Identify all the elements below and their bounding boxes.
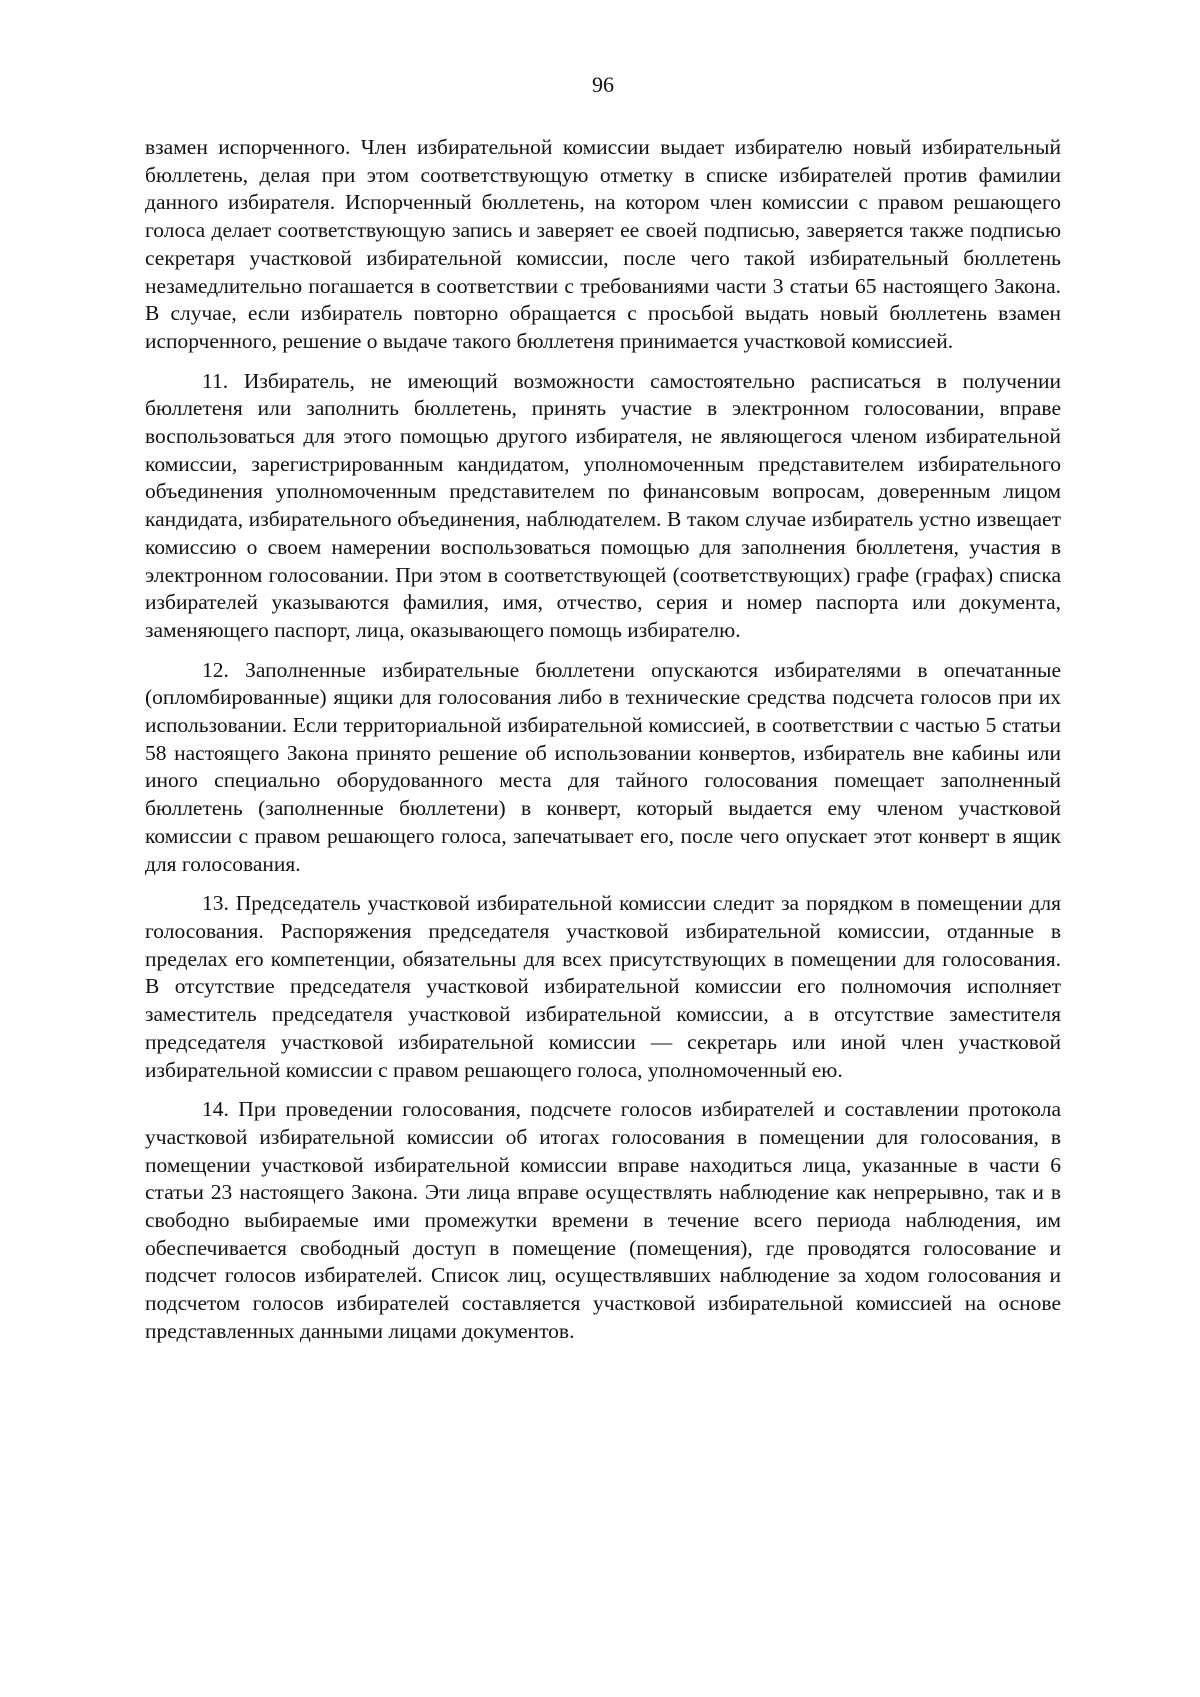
document-page (145, 60, 1061, 1358)
paragraph-continuation: взамен испорченного. Член избирательной комиссии выдает избирателю новый избирательный бюллетень, делая при этом соответствующую отметку в списке избирателей против фамилии данного избирателя. Испорченный бюллетень, на котором член комиссии с правом решающего голоса делает соответствующую запись и заверяет ее своей подписью, заверяется также подписью секретаря участковой избирательной комиссии, после чего такой избирательный бюллетень незамедлительно погашается в соответствии с требованиями части 3 статьи 65 настоящего Закона. В случае, если избиратель повторно обращается с просьбой выдать новый бюллетень взамен испорченного, решение о выдаче такого бюллетеня принимается участковой комиссией. (145, 135, 1061, 353)
paragraph-14: 14. При проведении голосования, подсчете голосов избирателей и составлении протокола участковой избирательной комиссии об итогах голосования в помещении для голосования, в помещении участковой избирательной комиссии вправе находиться лица, указанные в части 6 статьи 23 настоящего Закона. Эти лица вправе осуществлять наблюдение как непрерывно, так и в свободно выбираемые ими промежутки времени в течение всего периода наблюдения, им обеспечивается свободный доступ в помещение (помещения), где проводятся голосование и подсчет голосов избирателей. Список лиц, осуществлявших наблюдение за ходом голосования и подсчетом голосов избирателей составляется участковой избирательной комиссией на основе представленных данными лицами документов. (145, 1097, 1061, 1343)
paragraph-11: 11. Избиратель, не имеющий возможности самостоятельно расписаться в получении бюллетеня или заполнить бюллетень, принять участие в электронном голосовании, вправе воспользоваться для этого помощью другого избирателя, не являющегося членом избирательной комиссии, зарегистрированным кандидатом, уполномоченным представителем избирательного объединения уполномоченным представителем по финансовым вопросам, доверенным лицом кандидата, избирательного объединения, наблюдателем. В таком случае избиратель устно извещает комиссию о своем намерении воспользоваться помощью для заполнения бюллетеня, участия в электронном голосовании. При этом в соответствующей (соответствующих) графе (графах) списка избирателей указываются фамилия, имя, отчество, серия и номер паспорта или документа, заменяющего паспорт, лица, оказывающего помощь избирателю. (145, 368, 1061, 642)
page-number: 96 (592, 72, 614, 97)
paragraph-13: 13. Председатель участковой избирательной комиссии следит за порядком в помещении для голосования. Распоряжения председателя участковой избирательной комиссии, отданные в пределах его компетенции, обязательны для всех присутствующих в помещении для голосования. В отсутствие председателя участковой избирательной комиссии его полномочия исполняет заместитель председателя участковой избирательной комиссии, а в отсутствие заместителя председателя участковой избирательной комиссии — секретарь или иной член участковой избирательной комиссии с правом решающего голоса, уполномоченный ею. (145, 891, 1061, 1082)
paragraph-12: 12. Заполненные избирательные бюллетени опускаются избирателями в опечатанные (опломбированные) ящики для голосования либо в технические средства подсчета голосов при их использовании. Если территориальной избирательной комиссией, в соответствии с частью 5 статьи 58 настоящего Закона принято решение об использовании конвертов, избиратель вне кабины или иного специально оборудованного места для тайного голосования помещает заполненный бюллетень (заполненные бюллетени) в конверт, который выдается ему членом участковой комиссии с правом решающего голоса, запечатывает его, после чего опускает этот конверт в ящик для голосования. (145, 657, 1061, 876)
